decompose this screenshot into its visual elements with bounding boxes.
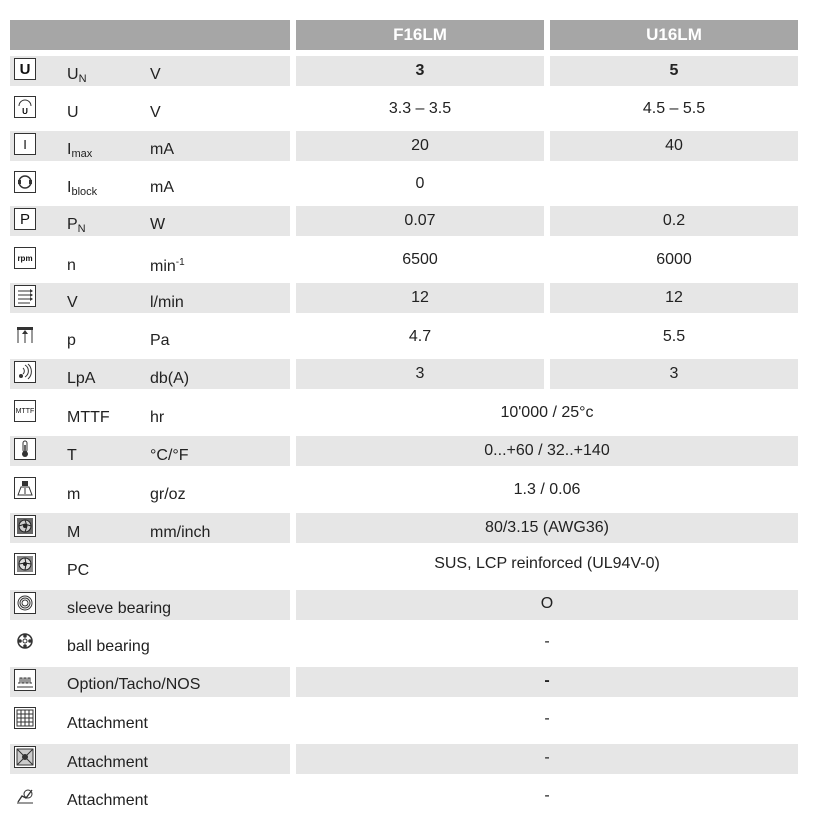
- table-row: [10, 705, 798, 737]
- parameter-unit: V: [150, 104, 161, 121]
- table-row: [10, 245, 798, 277]
- value-u16lm: 12: [665, 289, 683, 306]
- ball-bearing-icon: [14, 630, 36, 652]
- parameter-symbol: n: [67, 257, 76, 274]
- current-icon: I: [14, 133, 36, 155]
- sleeve-bearing-icon: [14, 592, 36, 614]
- mounting-clip-icon: [14, 784, 36, 806]
- parameter-symbol: Attachment: [67, 754, 148, 771]
- value-u16lm: 5.5: [662, 328, 686, 345]
- nominal-voltage-icon: U: [14, 58, 36, 80]
- value-shared: -: [544, 749, 550, 766]
- table-row: [10, 475, 798, 507]
- airflow-icon: [14, 285, 36, 307]
- value-f16lm: 6500: [402, 251, 438, 268]
- parameter-symbol: $U_N$: [67, 66, 87, 85]
- voltage-range-gauge-icon: [14, 96, 36, 118]
- parameter-symbol: LpA: [67, 370, 96, 387]
- value-shared: SUS, LCP reinforced (UL94V-0): [434, 555, 660, 572]
- parameter-symbol: MTTF: [67, 409, 110, 426]
- parameter-symbol: $I_{block}$: [67, 179, 98, 198]
- parameter-unit: mm/inch: [150, 524, 211, 541]
- column-header-f16lm: F16LM: [296, 20, 544, 50]
- table-row: [10, 744, 798, 776]
- value-f16lm: 0.07: [404, 212, 436, 229]
- parameter-unit: °C/°F: [150, 447, 189, 464]
- value-shared: O: [540, 595, 554, 612]
- parameter-symbol: T: [67, 447, 77, 464]
- finger-guard-icon: [14, 707, 36, 729]
- value-u16lm: 40: [665, 137, 683, 154]
- table-row: [10, 398, 798, 430]
- value-u16lm: 3: [669, 365, 679, 382]
- table-row: [10, 551, 798, 583]
- power-icon: P: [14, 208, 36, 230]
- table-row: [10, 667, 798, 699]
- speed-rpm-icon: rpm: [14, 247, 36, 269]
- fan-motor-icon: [14, 515, 36, 537]
- tacho-signal-icon: [14, 669, 36, 691]
- blocked-rotor-icon: [14, 171, 36, 193]
- parameter-symbol: PC: [67, 562, 90, 579]
- scale-weight-icon: [14, 477, 36, 499]
- value-shared: 80/3.15 (AWG36): [485, 519, 609, 536]
- row-band: [10, 744, 290, 774]
- parameter-symbol: Option/Tacho/NOS: [67, 676, 201, 693]
- fan-filter-icon: [14, 746, 36, 768]
- parameter-symbol: Attachment: [67, 715, 148, 732]
- svg-text:U: U: [22, 107, 28, 116]
- table-row: [10, 206, 798, 238]
- table-row: [10, 56, 798, 88]
- sound-level-icon: [14, 361, 36, 383]
- value-f16lm: 0: [415, 175, 425, 192]
- table-row: [10, 94, 798, 126]
- table-row: [10, 628, 798, 660]
- table-row: [10, 513, 798, 545]
- fan-housing-icon: [14, 553, 36, 575]
- value-f16lm: 20: [411, 137, 429, 154]
- table-row: [10, 169, 798, 201]
- parameter-symbol: p: [67, 332, 76, 349]
- table-row: [10, 283, 798, 315]
- parameter-symbol: Attachment: [67, 792, 148, 809]
- column-header-u16lm: U16LM: [550, 20, 798, 50]
- table-row: [10, 131, 798, 163]
- parameter-unit: mA: [150, 179, 174, 196]
- parameter-unit: hr: [150, 409, 165, 426]
- parameter-unit: Pa: [150, 332, 170, 349]
- value-shared: 10'000 / 25°c: [500, 404, 594, 421]
- value-u16lm: 6000: [656, 251, 692, 268]
- value-f16lm: 12: [411, 289, 429, 306]
- parameter-symbol: V: [67, 294, 78, 311]
- value-f16lm: 3.3 – 3.5: [388, 100, 452, 117]
- parameter-unit: W: [150, 216, 166, 233]
- table-row: [10, 359, 798, 391]
- table-row: [10, 436, 798, 468]
- parameter-symbol: $I_{max}$: [67, 141, 93, 160]
- mttf-icon: MTTF: [14, 400, 36, 422]
- value-u16lm: 5: [669, 62, 679, 79]
- table-row: [10, 590, 798, 622]
- value-f16lm: 3: [415, 62, 425, 79]
- value-f16lm: 4.7: [408, 328, 432, 345]
- parameter-symbol: ball bearing: [67, 638, 150, 655]
- parameter-symbol: M: [67, 524, 81, 541]
- parameter-symbol: $P_N$: [67, 216, 86, 235]
- parameter-unit: db(A): [150, 370, 190, 387]
- pressure-icon: [14, 324, 36, 346]
- value-shared: -: [544, 787, 550, 804]
- parameter-symbol: sleeve bearing: [67, 600, 172, 617]
- parameter-unit: gr/oz: [150, 486, 186, 503]
- header-spacer: [10, 20, 290, 50]
- thermometer-icon: [14, 438, 36, 460]
- value-f16lm: 3: [415, 365, 425, 382]
- table-row: [10, 782, 798, 814]
- parameter-unit: $\min^{-1}$: [150, 257, 185, 275]
- parameter-symbol: U: [67, 104, 79, 121]
- value-shared: -: [544, 710, 550, 727]
- parameter-unit: V: [150, 66, 161, 83]
- value-shared: 0...+60 / 32..+140: [484, 442, 610, 459]
- value-u16lm: 0.2: [662, 212, 686, 229]
- parameter-symbol: m: [67, 486, 81, 503]
- table-row: [10, 322, 798, 354]
- value-u16lm: 4.5 – 5.5: [642, 100, 706, 117]
- value-shared: 1.3 / 0.06: [513, 481, 581, 498]
- parameter-unit: l/min: [150, 294, 184, 311]
- parameter-unit: mA: [150, 141, 174, 158]
- value-shared: -: [544, 672, 550, 689]
- value-shared: -: [544, 633, 550, 650]
